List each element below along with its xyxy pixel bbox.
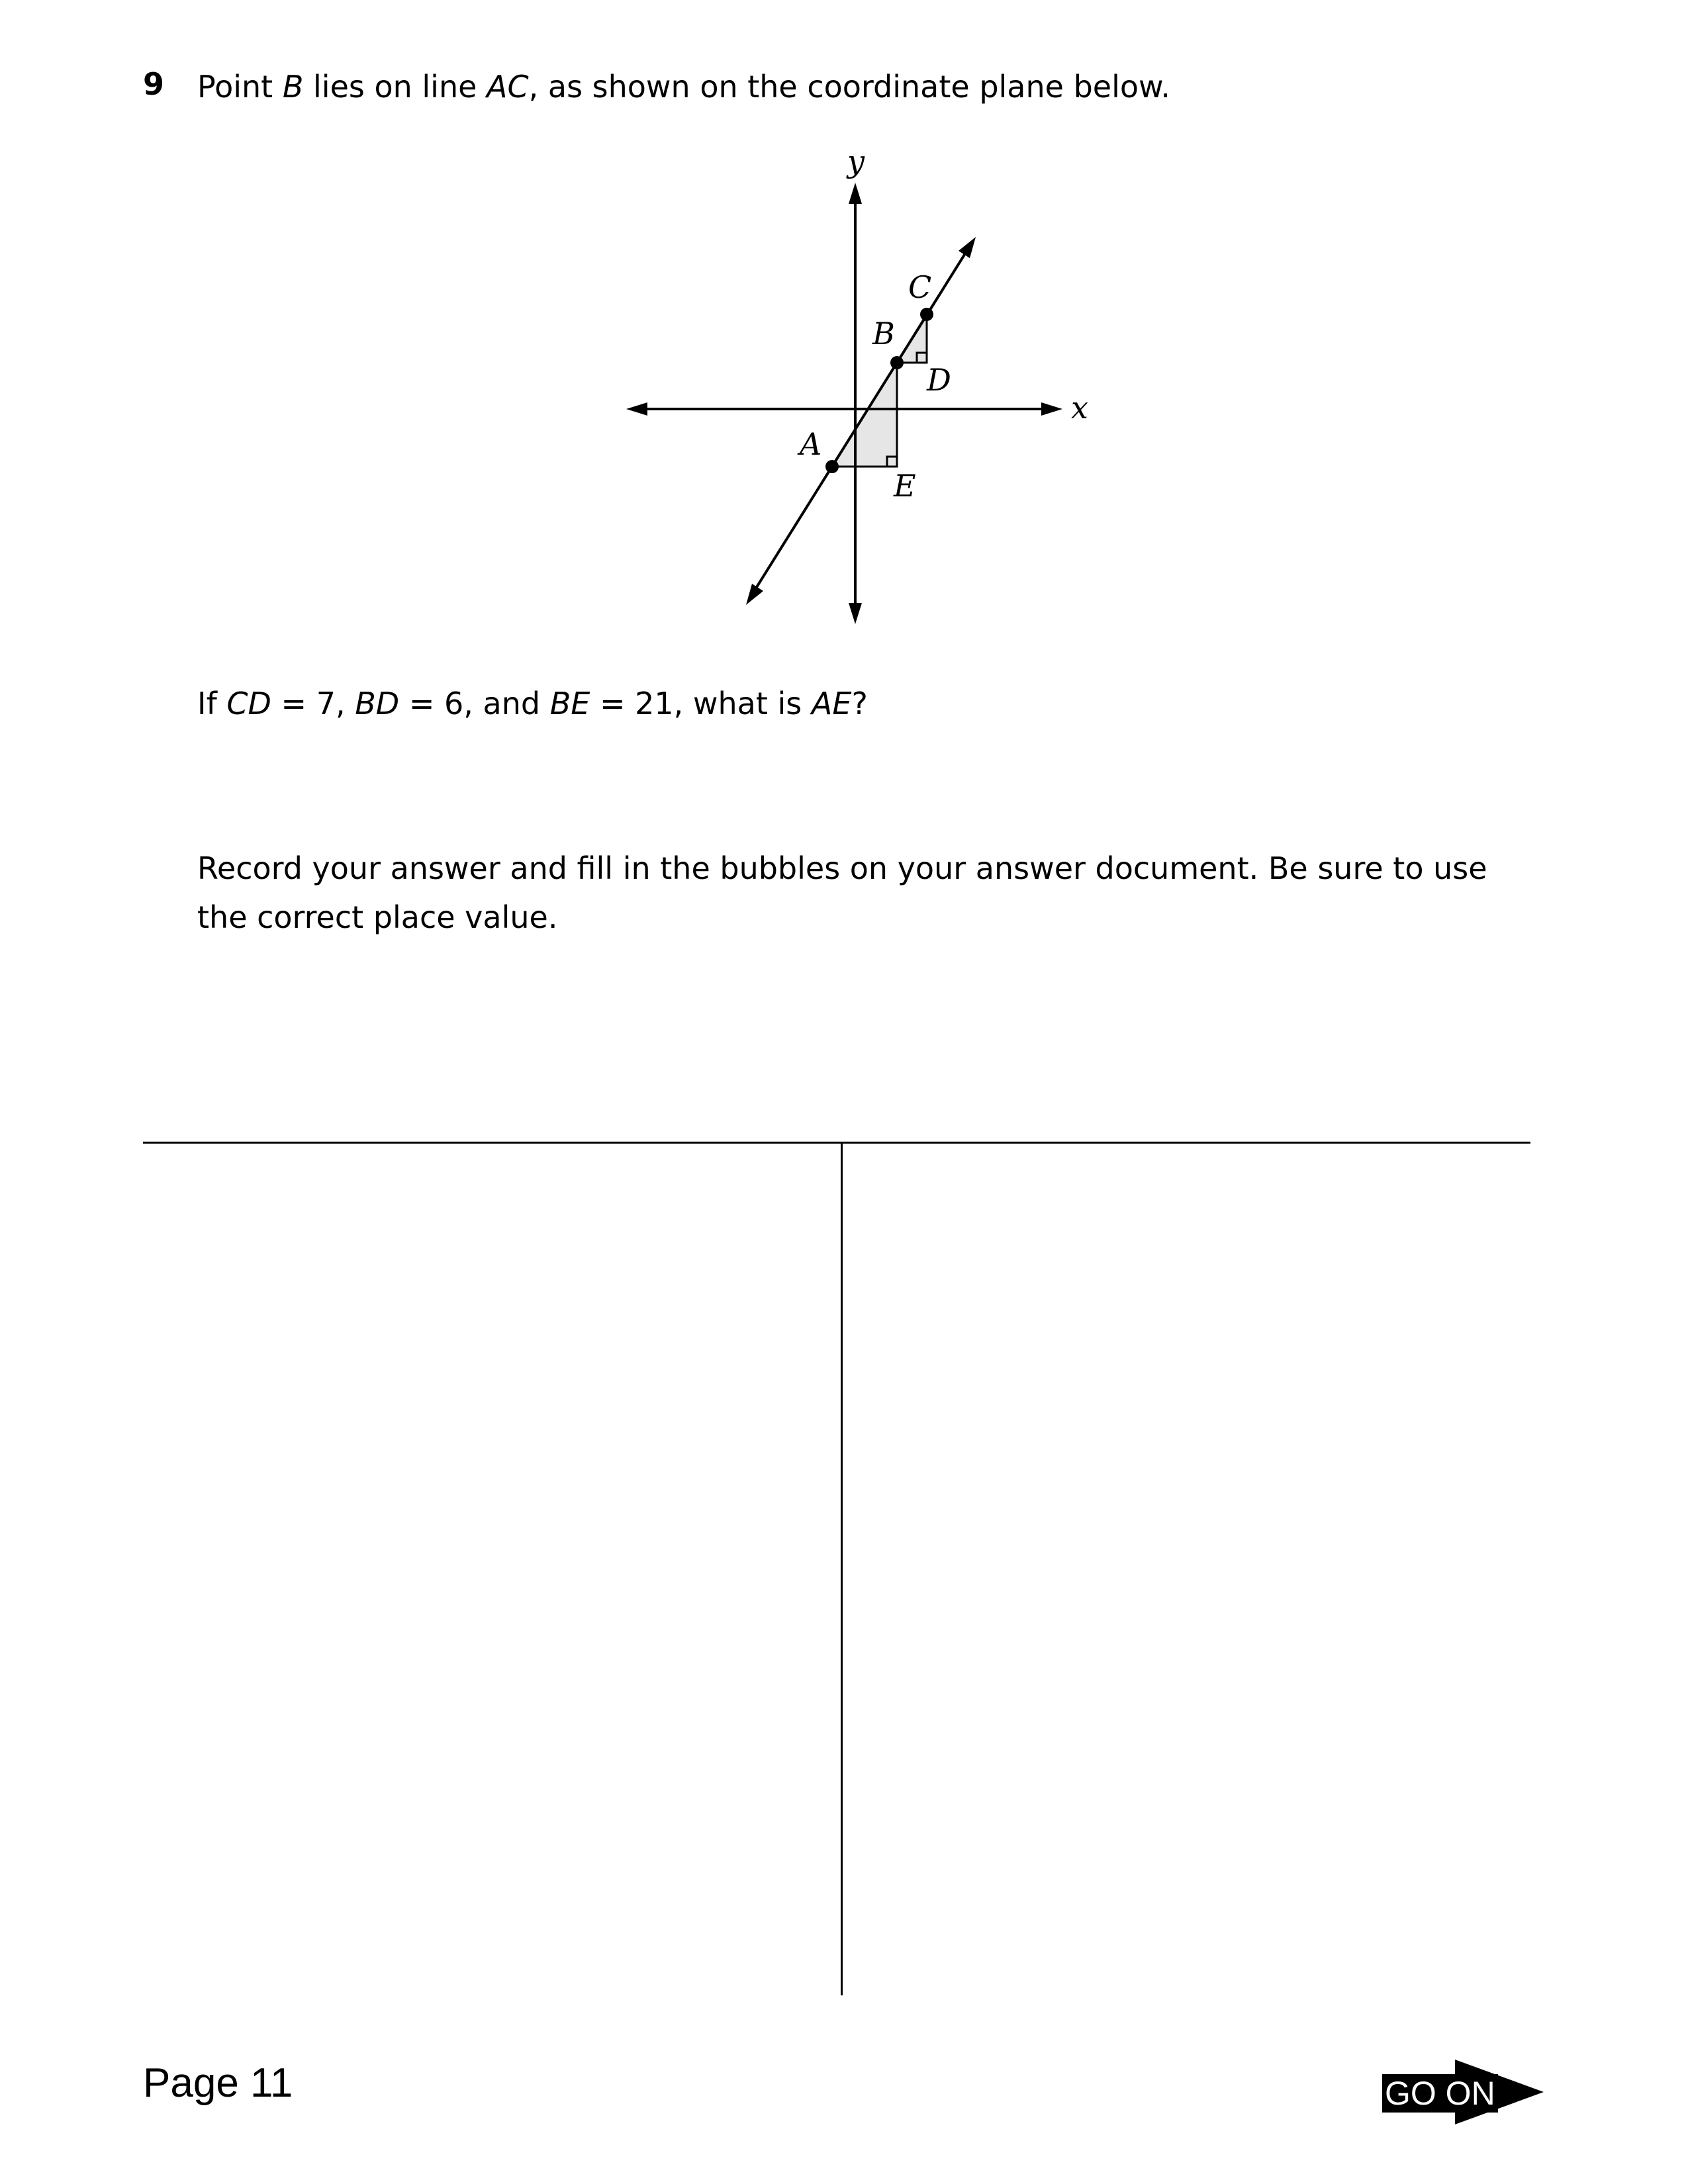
- axis-label-y: y: [847, 152, 865, 179]
- prompt-text-3: = 6, and: [399, 686, 550, 721]
- prompt-var-ae: AE: [811, 686, 852, 721]
- prompt-text-5: ?: [851, 686, 868, 721]
- point-c: [920, 308, 933, 321]
- prompt-text-4: = 21, what is: [590, 686, 812, 721]
- line-ac-arrow-lower: [746, 584, 763, 605]
- y-axis-arrow-up: [849, 183, 862, 204]
- point-a: [825, 460, 839, 473]
- question-stem: [197, 66, 1170, 107]
- point-b: [890, 356, 904, 369]
- stem-text-3: , as shown on the coordinate plane below.: [528, 69, 1171, 105]
- label-b: B: [872, 316, 895, 351]
- work-area-vertical-divider: [841, 1142, 843, 1995]
- label-c: C: [908, 269, 932, 305]
- prompt-text-1: If: [197, 686, 227, 721]
- axis-label-x: x: [1071, 390, 1088, 426]
- page-number: Page 11: [143, 2060, 293, 2106]
- coordinate-plane-figure: [596, 152, 1192, 642]
- go-on-label: GO ON: [1382, 2074, 1498, 2113]
- prompt-text-2: = 7,: [271, 686, 355, 721]
- line-ac: [755, 251, 966, 590]
- go-on-indicator: [1382, 2060, 1544, 2124]
- label-a: A: [800, 426, 822, 462]
- coordinate-plane-svg: [596, 152, 1192, 642]
- work-area-horizontal-divider: [143, 1142, 1530, 1144]
- label-e: E: [894, 468, 916, 504]
- x-axis-arrow-left: [626, 402, 647, 416]
- stem-text-2: lies on line: [303, 69, 487, 105]
- line-ac-arrow-upper: [959, 237, 976, 258]
- stem-line-ac: AC: [487, 69, 529, 105]
- question-number: 9: [143, 66, 165, 102]
- answer-instruction: Record your answer and fill in the bubbles on your answer document. Be sure to use the correct place value.: [197, 850, 1487, 935]
- prompt-var-be: BE: [549, 686, 590, 721]
- x-axis-arrow-right: [1041, 402, 1062, 416]
- prompt-var-bd: BD: [355, 686, 400, 721]
- label-d: D: [927, 362, 951, 398]
- prompt-var-cd: CD: [226, 686, 271, 721]
- question-prompt: [197, 683, 868, 724]
- stem-text-1: Point: [197, 69, 283, 105]
- stem-point-b: B: [282, 69, 304, 105]
- y-axis-arrow-down: [849, 603, 862, 624]
